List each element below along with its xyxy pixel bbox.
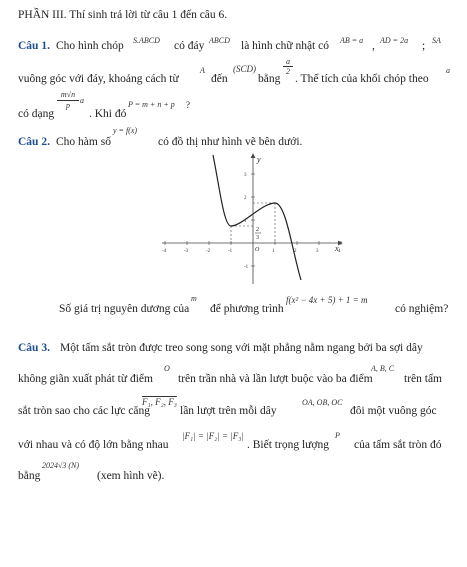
- q3-oabc: OA, OB, OC: [302, 398, 343, 407]
- q1-a-var: a: [446, 66, 450, 75]
- q1-distance-num: a: [286, 57, 290, 66]
- q3-magnitudes: |F₁| = |F₂| = |F₃|: [182, 431, 244, 441]
- q3-text-4c: của tấm sắt tròn đó: [354, 439, 442, 451]
- q3-text-4a: với nhau và có độ lớn bằng nhau: [18, 439, 169, 451]
- graph-fraction-num: 2: [256, 227, 259, 233]
- q3-forces: F₁, F₂, F₃: [142, 397, 177, 407]
- q1-text-3a: có dạng: [18, 108, 55, 120]
- q2-function: y = f(x): [113, 126, 138, 135]
- q2-text-2a: Số giá trị nguyên dương của: [59, 303, 190, 315]
- q1-question-mark: ?: [186, 100, 190, 110]
- q3-text-4b: . Biết trọng lượng: [247, 439, 329, 451]
- q1-text-1c: là hình chữ nhật có: [241, 40, 329, 52]
- x-tick-label: 1: [272, 249, 275, 254]
- q3-text-3c: đôi một vuông góc: [350, 405, 437, 417]
- q2-text-1b: có đồ thị như hình vẽ bên dưới.: [158, 136, 303, 148]
- y-axis-label: y: [257, 155, 261, 164]
- q1-text-2b: đến: [211, 73, 228, 85]
- x-tick-label: 4: [338, 249, 341, 254]
- q1-ab: AB = a: [340, 36, 364, 45]
- q3-point-o: O: [164, 364, 170, 373]
- q2-text-2b: để phương trình: [210, 303, 284, 315]
- q3-label: Câu 3.: [18, 342, 50, 354]
- q3-points-abc: A, B, C: [371, 364, 395, 373]
- q1-p-expression: P = m + n + p: [128, 100, 175, 109]
- q1-text-2d: . Thể tích của khối chóp theo: [295, 73, 429, 85]
- q1-text-1a: Cho hình chóp: [56, 40, 124, 52]
- q1-base: ABCD: [209, 36, 230, 45]
- function-curve: [213, 155, 301, 280]
- q2-equation: f(x² − 4x + 5) + 1 = m: [286, 295, 368, 305]
- q1-distance-fraction: [283, 57, 293, 76]
- q1-distance-den: 2: [283, 66, 293, 76]
- x-axis-label: x: [335, 244, 339, 253]
- q2-label: Câu 2.: [18, 136, 50, 148]
- q1-form-fraction: [57, 90, 79, 111]
- q1-form-num: m√n: [60, 90, 76, 99]
- y-tick-label: 1: [244, 219, 247, 224]
- q1-point-a: A: [200, 66, 205, 75]
- x-tick-label: -1: [228, 249, 233, 254]
- q1-plane: (SCD): [233, 64, 256, 74]
- q1-semicolon: ;: [422, 40, 426, 52]
- q3-text-2c: trên tấm: [404, 373, 442, 385]
- q1-form-den: p: [57, 100, 79, 111]
- x-tick-label: 2: [294, 249, 297, 254]
- q1-ad: AD = 2a: [380, 36, 409, 45]
- origin-label: O: [255, 247, 260, 253]
- q3-text-2a: không giãn xuất phát từ điểm: [18, 373, 153, 385]
- q1-pyramid: S.ABCD: [133, 36, 160, 45]
- q3-text-3a: sắt tròn sao cho các lực căng: [18, 405, 151, 417]
- y-tick-label: 2: [244, 196, 247, 201]
- q3-p-var: P: [335, 431, 340, 440]
- q1-label: Câu 1.: [18, 40, 50, 52]
- q1-form-a: a: [80, 96, 84, 105]
- q1-text-1b: có đáy: [174, 40, 205, 52]
- q1-text-2a: vuông góc với đáy, khoảng cách từ: [18, 73, 179, 85]
- q3-text-5a: bằng: [18, 470, 41, 482]
- graph-fraction-den: 3: [256, 235, 259, 241]
- q3-text-2b: trên trần nhà và lần lượt buộc vào ba điểm: [178, 373, 373, 385]
- q3-text-1: Một tấm sắt tròn được treo song song với mặt phẳng nằm ngang bởi ba sợi dây: [60, 342, 423, 354]
- q3-text-5b: (xem hình vẽ).: [97, 470, 165, 482]
- q2-m-var: m: [191, 294, 197, 303]
- q1-text-2c: bằng: [258, 73, 281, 85]
- function-graph: [158, 150, 348, 290]
- axis-ticks: [162, 173, 341, 270]
- x-tick-label: 3: [316, 249, 319, 254]
- q1-sa: SA: [432, 36, 441, 45]
- q2-text-2c: có nghiệm?: [395, 303, 449, 315]
- y-tick-label: 3: [244, 173, 247, 178]
- q1-text-3b: . Khi đó: [89, 108, 127, 120]
- q3-text-3b: lần lượt trên mỗi dây: [180, 405, 277, 417]
- y-tick-label: -1: [244, 265, 249, 270]
- x-tick-label: -2: [206, 249, 211, 254]
- q1-comma: ,: [372, 40, 375, 52]
- x-tick-label: -4: [162, 249, 167, 254]
- section-heading: PHẦN III. Thí sinh trả lời từ câu 1 đến câu 6.: [18, 9, 228, 21]
- x-tick-label: -3: [184, 249, 189, 254]
- q3-weight: 2024√3 (N): [42, 461, 80, 470]
- q2-text-1a: Cho hàm số: [56, 136, 111, 148]
